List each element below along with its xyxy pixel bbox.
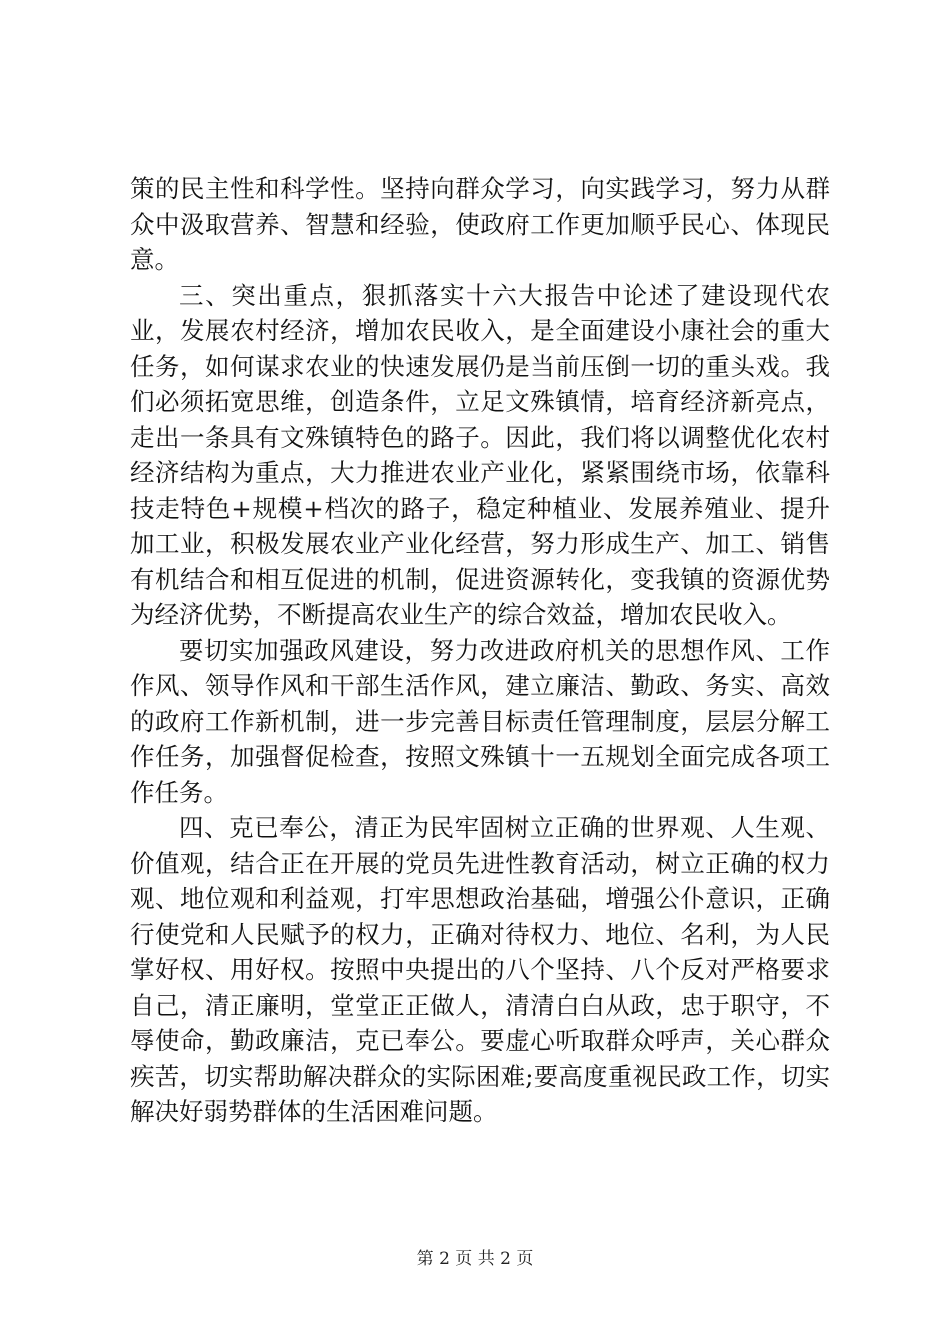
- page-footer: 第 2 页 共 2 页: [416, 1249, 534, 1269]
- paragraph-2: 三、突出重点，狠抓落实十六大报告中论述了建设现代农业，发展农村经济，增加农民收入，是全面建设小康社会的重大任务，如何谋求农业的快速发展仍是当前压倒一切的重头戏。我们必须拓宽思维，创造条件，立足文殊镇情，培育经济新亮点，走出一条具有文殊镇特色的路子。因此，我们将以调整优化农村经济结构为重点，大力推进农业产业化，紧紧围绕市场，依靠科技走特色+规模+档次的路子，稳定种植业、发展养殖业、提升加工业，积极发展农业产业化经营，努力形成生产、加工、销售有机结合和相互促进的机制，促进资源转化，变我镇的资源优势为经济优势，不断提高农业生产的综合效益，增加农民收入。: [130, 280, 830, 629]
- paragraph-4: 四、克已奉公，清正为民牢固树立正确的世界观、人生观、价值观，结合正在开展的党员先进性教育活动，树立正确的权力观、地位观和利益观，打牢思想政治基础，增强公仆意识，正确行使党和人民赋予的权力，正确对待权力、地位、名利，为人民掌好权、用好权。按照中央提出的八个坚持、八个反对严格要求自己，清正廉明，堂堂正正做人，清清白白从政，忠于职守，不辱使命，勤政廉洁，克已奉公。要虚心听取群众呼声，关心群众疾苦，切实帮助解决群众的实际困难;要高度重视民政工作，切实解决好弱势群体的生活困难问题。: [130, 813, 830, 1126]
- paragraph-3: 要切实加强政风建设，努力改进政府机关的思想作风、工作作风、领导作风和干部生活作风，建立廉洁、勤政、务实、高效的政府工作新机制，进一步完善目标责任管理制度，层层分解工作任务，加强督促检查，按照文殊镇十一五规划全面完成各项工作任务。: [130, 635, 830, 807]
- document-body: [130, 171, 830, 1130]
- paragraph-1: 策的民主性和科学性。坚持向群众学习，向实践学习，努力从群众中汲取营养、智慧和经验，使政府工作更加顺乎民心、体现民意。: [130, 174, 830, 274]
